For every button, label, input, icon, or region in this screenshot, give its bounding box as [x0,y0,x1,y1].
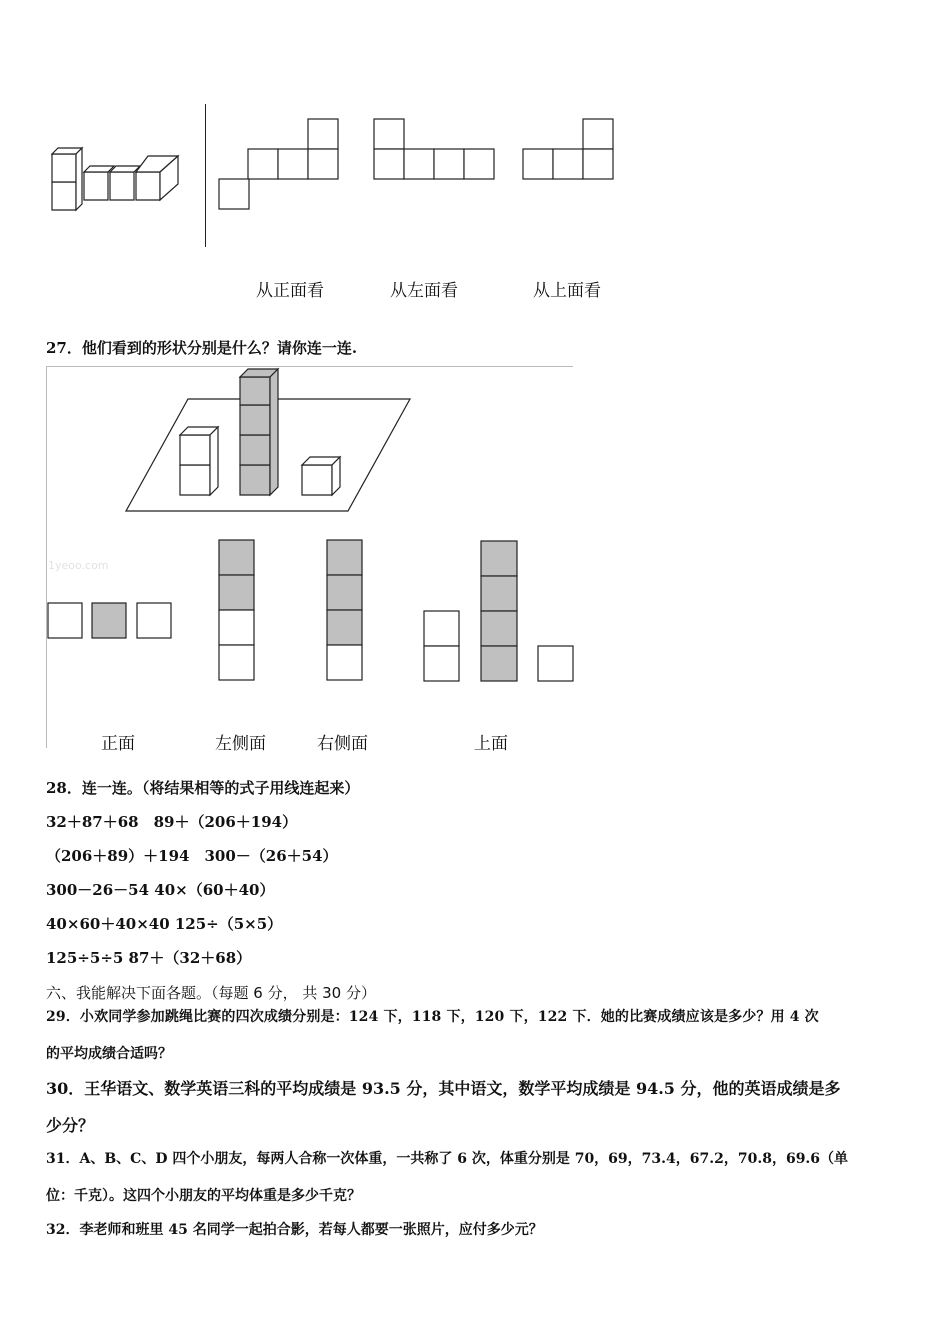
q28-line-1: 32＋87＋68 89＋（206＋194） [46,813,298,831]
label-top-view: 从上面看 [533,281,601,301]
q28-line-4: 40×60＋40×40 125÷（5×5） [46,915,283,933]
question-29-line-1: 29．小欢同学参加跳绳比赛的四次成绩分别是：124 下，118 下，120 下，122 下．她的比赛成绩应该是多少？用 4 次 [46,1009,819,1025]
question-30-line-2: 少分？ [46,1116,95,1135]
q28-line-2: （206＋89）＋194 300－（26＋54） [46,847,338,865]
option-top-view [423,540,575,683]
label-front-view: 从正面看 [256,281,324,301]
question-27-prompt: 27．他们看到的形状分别是什么？请你连一连. [46,339,358,357]
question-31-line-2: 位：千克）。这四个小朋友的平均体重是多少千克？ [46,1188,361,1204]
q28-line-5: 125÷5÷5 87＋（32＋68） [46,949,252,967]
label-top: 上面 [474,734,508,754]
q27-scene [122,365,422,515]
label-front: 正面 [101,734,135,754]
watermark: 1yeoo.com [48,559,109,572]
q28-line-3: 300－26－54 40×（60＋40） [46,881,275,899]
question-30-line-1: 30．王华语文、数学英语三科的平均成绩是 93.5 分，其中语文，数学平均成绩是 94.5 分，他的英语成绩是多 [46,1079,841,1098]
option-column-a [218,539,255,681]
label-left-side: 左侧面 [215,734,266,754]
cube-3d-figure [48,148,188,218]
front-view-shape [218,118,340,210]
q27-frame-left [46,366,47,748]
top-view-shape [522,118,614,180]
section-6-heading: 六、我能解决下面各题。（每题 6 分， 共 30 分） [46,984,376,1002]
question-28-prompt: 28．连一连。（将结果相等的式子用线连起来） [46,779,360,797]
question-32: 32．李老师和班里 45 名同学一起拍合影，若每人都要一张照片，应付多少元？ [46,1222,543,1238]
label-right-side: 右侧面 [317,734,368,754]
label-left-view: 从左面看 [390,281,458,301]
option-row-three [47,602,173,639]
divider-line [205,104,206,247]
question-31-line-1: 31．A、B、C、D 四个小朋友，每两人合称一次体重，一共称了 6 次，体重分别是 70，69，73.4，67.2，70.8，69.6（单 [46,1151,849,1167]
question-29-line-2: 的平均成绩合适吗？ [46,1046,172,1062]
left-view-shape [373,118,495,180]
option-column-b [326,539,363,681]
